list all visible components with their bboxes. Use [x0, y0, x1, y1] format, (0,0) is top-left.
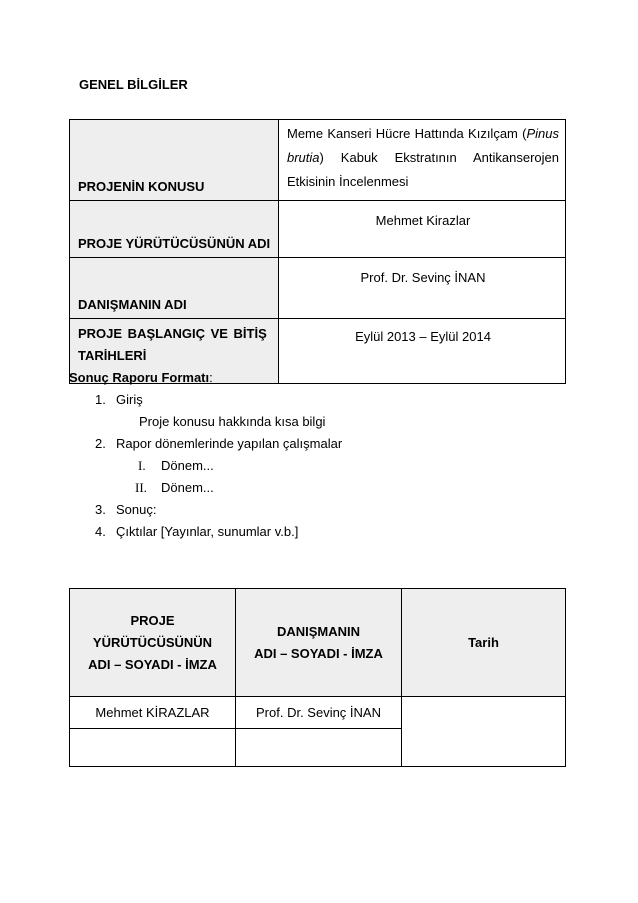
project-info-table [69, 119, 566, 384]
header-line: PROJE [130, 612, 175, 628]
list-number: 4. [95, 524, 106, 539]
header-line: Tarih [468, 634, 499, 650]
header-advisor [236, 589, 402, 697]
project-topic-value [279, 120, 566, 201]
list-item: Sonuç: [116, 502, 157, 517]
project-lead-signature-name: Mehmet KİRAZLAR [70, 697, 236, 729]
project-topic-species: Pinus brutia [287, 126, 559, 165]
signature-table [69, 588, 566, 767]
project-dates-value: Eylül 2013 – Eylül 2014 [279, 319, 566, 384]
header-line: ADI – SOYADI - İMZA [254, 645, 383, 661]
list-item: Giriş [116, 392, 143, 407]
list-number: I. [138, 458, 146, 473]
report-format-title-colon: : [209, 370, 213, 385]
date-cell [402, 697, 566, 767]
project-lead-value: Mehmet Kirazlar [279, 201, 566, 258]
advisor-value: Prof. Dr. Sevinç İNAN [279, 258, 566, 319]
list-number: 3. [95, 502, 106, 517]
list-number: II. [135, 480, 147, 495]
project-lead-label: PROJE YÜRÜTÜCÜSÜNÜN ADI [70, 201, 279, 258]
project-topic-text-start: Meme Kanseri Hücre Hattında Kızılçam ( [287, 126, 527, 141]
table-header-row [70, 589, 566, 697]
header-line: YÜRÜTÜCÜSÜNÜN [92, 634, 213, 650]
project-lead-signature-cell [70, 729, 236, 767]
advisor-signature-name: Prof. Dr. Sevinç İNAN [236, 697, 402, 729]
list-item: Dönem... [161, 480, 214, 495]
list-number: 2. [95, 436, 106, 451]
table-row [70, 201, 566, 258]
list-item: Dönem... [161, 458, 214, 473]
advisor-label: DANIŞMANIN ADI [70, 258, 279, 319]
list-item: Rapor dönemlerinde yapılan çalışmalar [116, 436, 343, 451]
project-topic-text-end: ) Kabuk Ekstratının Antikanserojen Etkisinin İncelenmesi [287, 150, 559, 189]
section-title: GENEL BİLGİLER [79, 77, 188, 92]
list-item: Çıktılar [Yayınlar, sunumlar v.b.] [116, 524, 299, 539]
list-number: 1. [95, 392, 106, 407]
header-project-lead [70, 589, 236, 697]
project-dates-label: PROJE BAŞLANGIÇ VE BİTİŞ TARİHLERİ [70, 319, 279, 384]
header-date [402, 589, 566, 697]
report-format-title-text: Sonuç Raporu Formatı [69, 370, 210, 385]
list-item: Proje konusu hakkında kısa bilgi [139, 414, 326, 429]
report-format-title [69, 370, 213, 385]
project-topic-label: PROJENİN KONUSU [70, 120, 279, 201]
header-line: DANIŞMANIN [276, 623, 361, 639]
table-row [70, 697, 566, 729]
table-row [70, 120, 566, 201]
table-row [70, 258, 566, 319]
header-line: ADI – SOYADI - İMZA [88, 656, 217, 672]
advisor-signature-cell [236, 729, 402, 767]
